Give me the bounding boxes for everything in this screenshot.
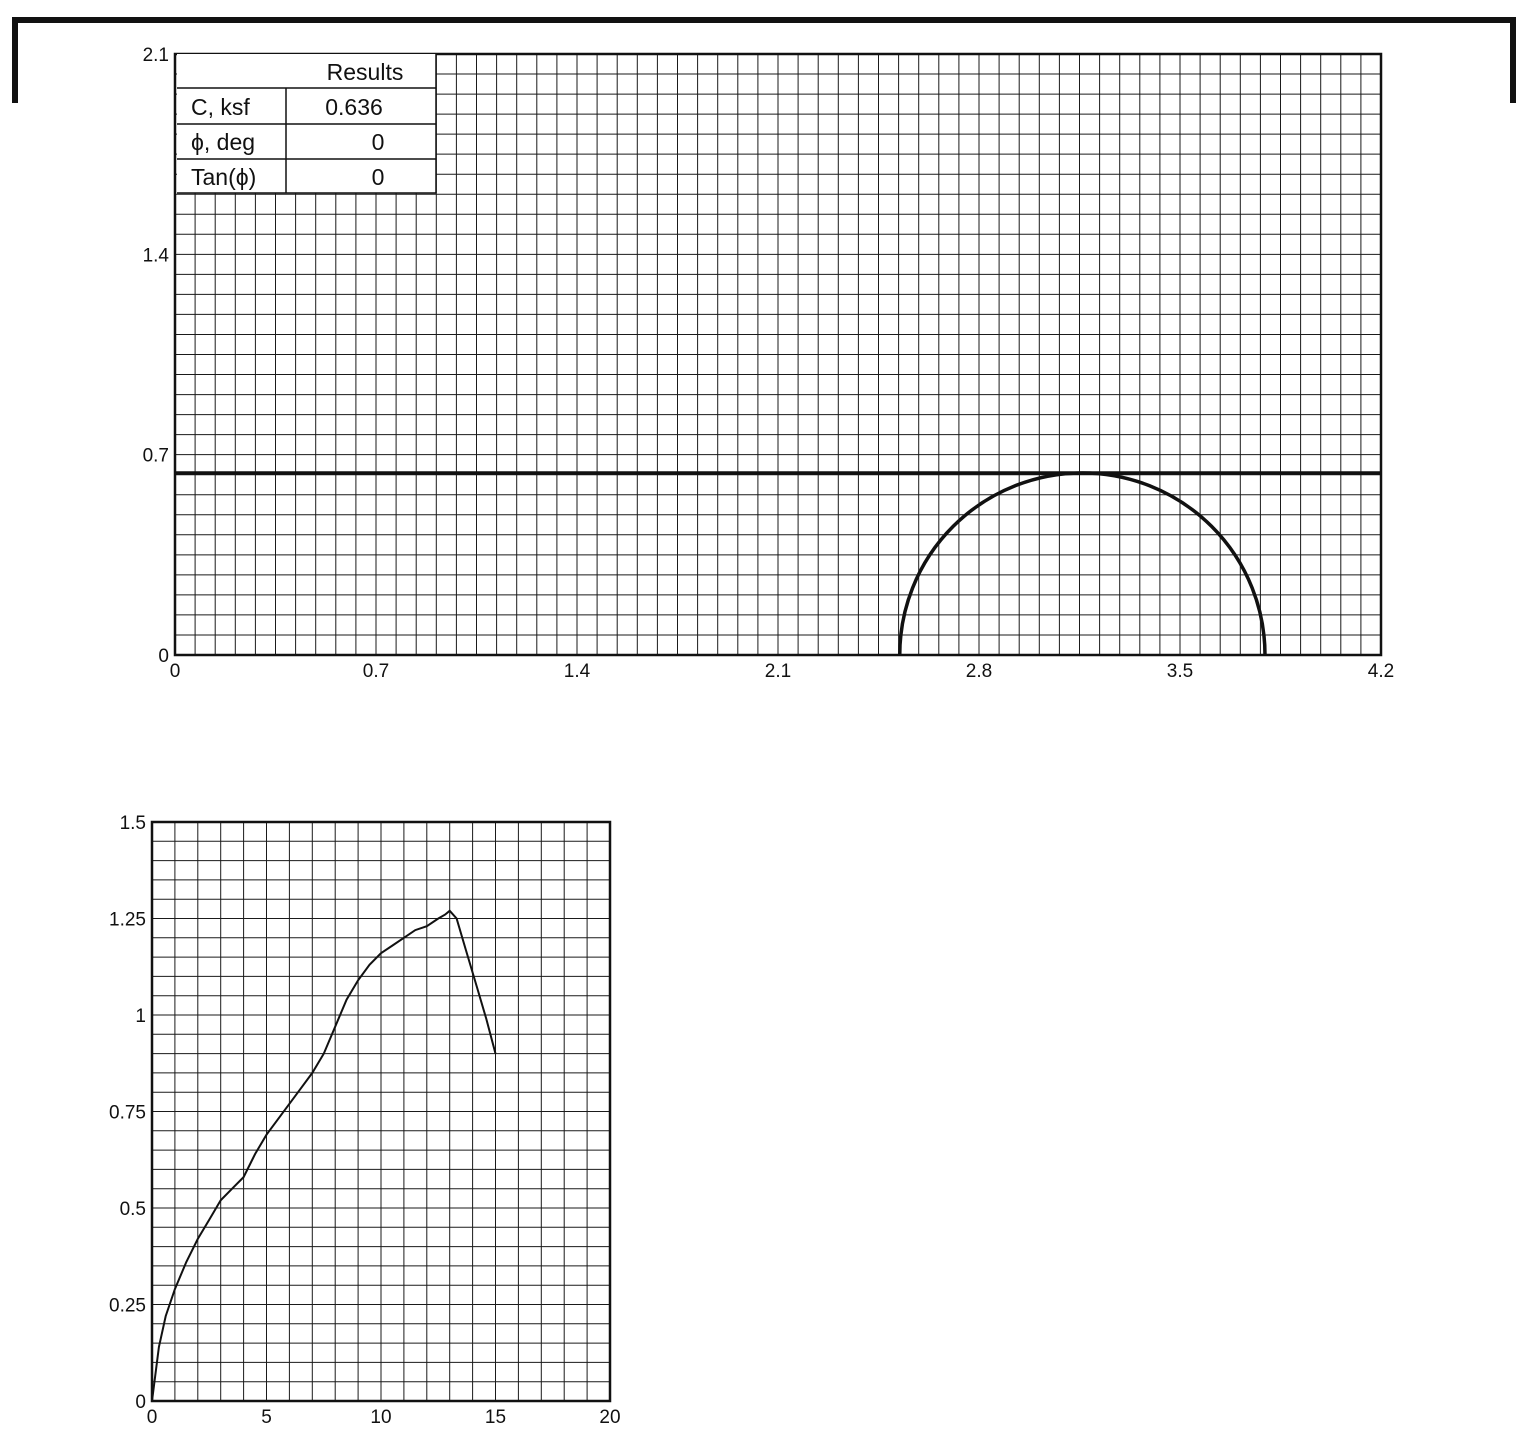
- mohr-x-tick-label: 2.1: [764, 661, 792, 682]
- results-value-c: 0.636: [325, 94, 383, 120]
- stress-strain-chart: [109, 813, 621, 1428]
- mohr-circle: [900, 473, 1265, 655]
- mohr-x-tick-label: 0: [169, 661, 181, 682]
- stress-strain-x-tick-label: 5: [261, 1407, 272, 1428]
- results-value-phi: 0: [371, 129, 385, 155]
- stress-strain-y-tick-label: 1.25: [109, 909, 146, 931]
- mohr-x-tick-label: 0.7: [362, 661, 390, 682]
- mohr-y-tick-label: 0: [158, 646, 169, 667]
- results-label-tan-phi: Tan(ϕ): [191, 164, 257, 190]
- stress-strain-x-tick-label: 0: [146, 1407, 158, 1428]
- stress-strain-y-tick-label: 0.75: [109, 1102, 146, 1124]
- mohr-x-tick-label: 3.5: [1166, 661, 1194, 682]
- results-value-tan-phi: 0: [371, 164, 385, 190]
- stress-strain-y-tick-label: 1.5: [119, 813, 146, 834]
- mohr-y-tick-label: 1.4: [142, 245, 169, 267]
- stress-strain-x-tick-label: 15: [484, 1407, 507, 1428]
- stress-strain-curve: [152, 911, 496, 1401]
- stress-strain-x-tick-label: 10: [370, 1407, 392, 1428]
- stress-strain-chart-grid: [152, 822, 610, 1401]
- results-table: [177, 54, 436, 193]
- mohr-x-tick-label: 2.8: [965, 661, 993, 682]
- mohr-x-tick-label: 1.4: [563, 661, 591, 682]
- stress-strain-y-tick-label: 1: [135, 1006, 146, 1027]
- mohr-y-tick-label: 2.1: [142, 45, 169, 66]
- stress-strain-y-tick-label: 0: [135, 1392, 146, 1413]
- results-table-header: Results: [326, 59, 404, 85]
- stress-strain-y-tick-label: 0.25: [109, 1295, 146, 1317]
- stress-strain-y-tick-labels: [109, 813, 146, 1413]
- mohr-x-tick-label: 4.2: [1367, 661, 1395, 682]
- stress-strain-x-tick-label: 20: [599, 1407, 621, 1428]
- mohr-circle-chart: [143, 45, 1395, 682]
- mohr-chart-x-tick-labels: [170, 661, 1395, 682]
- stress-strain-x-tick-labels: [147, 1407, 621, 1428]
- mohr-chart-y-tick-labels: [143, 45, 170, 667]
- results-label-c: C, ksf: [191, 94, 250, 120]
- mohr-y-tick-label: 0.7: [142, 445, 169, 467]
- stress-strain-y-tick-label: 0.5: [119, 1199, 146, 1220]
- results-label-phi: ϕ, deg: [191, 129, 256, 155]
